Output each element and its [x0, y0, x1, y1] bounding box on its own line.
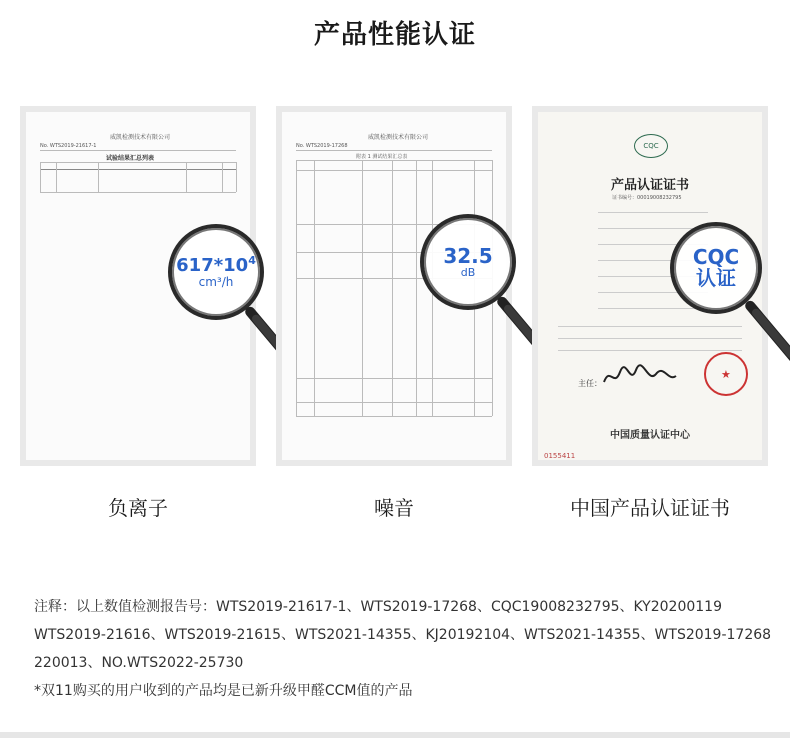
- cert-issuer: 中国质量认证中心: [610, 430, 690, 441]
- cert-number: 证书编号：00019008232795: [612, 195, 682, 201]
- doc-table-title: 附表 1 测试结果汇总表: [356, 154, 408, 160]
- doc-header: 威凯检测技术有限公司: [110, 134, 171, 141]
- doc-number: No. WTS2019-21617-1: [40, 143, 97, 149]
- footer-divider: [0, 732, 790, 738]
- signature-icon: [600, 362, 680, 392]
- note-line-3: 220013、NO.WTS2022-25730: [34, 655, 244, 671]
- magnifier-value: 32.5: [443, 243, 493, 268]
- page-title: 产品性能认证: [313, 20, 476, 50]
- cert-serial: 0155411: [544, 452, 576, 460]
- magnifier-cert: 认证: [696, 266, 736, 290]
- signature-label: 主任：: [578, 379, 602, 388]
- magnifier-cqc: CQC: [692, 245, 740, 269]
- caption-cqc-certificate: 中国产品认证证书: [570, 496, 730, 520]
- note-line-1: 注释：以上数值检测报告号：WTS2019-21617-1、WTS2019-17268、CQC19008232795、KY20200119: [34, 599, 722, 615]
- caption-negative-ion: 负离子: [108, 496, 168, 520]
- red-seal-icon: ★: [704, 352, 748, 396]
- cert-title: 产品认证证书: [610, 178, 689, 193]
- cqc-logo-icon: CQC: [634, 134, 668, 158]
- report-card-negative-ion[interactable]: [20, 106, 256, 466]
- report-card-noise[interactable]: [276, 106, 512, 466]
- note-line-4: *双11购买的用户收到的产品均是已新升级甲醛CCM值的产品: [34, 683, 413, 699]
- note-line-2: WTS2019-21616、WTS2019-21615、WTS2021-14355、KJ20192104、WTS2021-14355、WTS2019-17268: [34, 627, 772, 643]
- doc-header: 威凯检测技术有限公司: [368, 134, 429, 141]
- doc-number: No. WTS2019-17268: [296, 143, 348, 149]
- magnifier-unit: cm³/h: [198, 275, 234, 290]
- doc-table-title: 试验结果汇总列表: [106, 155, 155, 162]
- report-card-cqc[interactable]: [532, 106, 768, 466]
- magnifier-value: $617*10^4$: [176, 254, 256, 277]
- caption-noise: 噪音: [374, 496, 414, 520]
- magnifier-unit: dB: [460, 265, 476, 279]
